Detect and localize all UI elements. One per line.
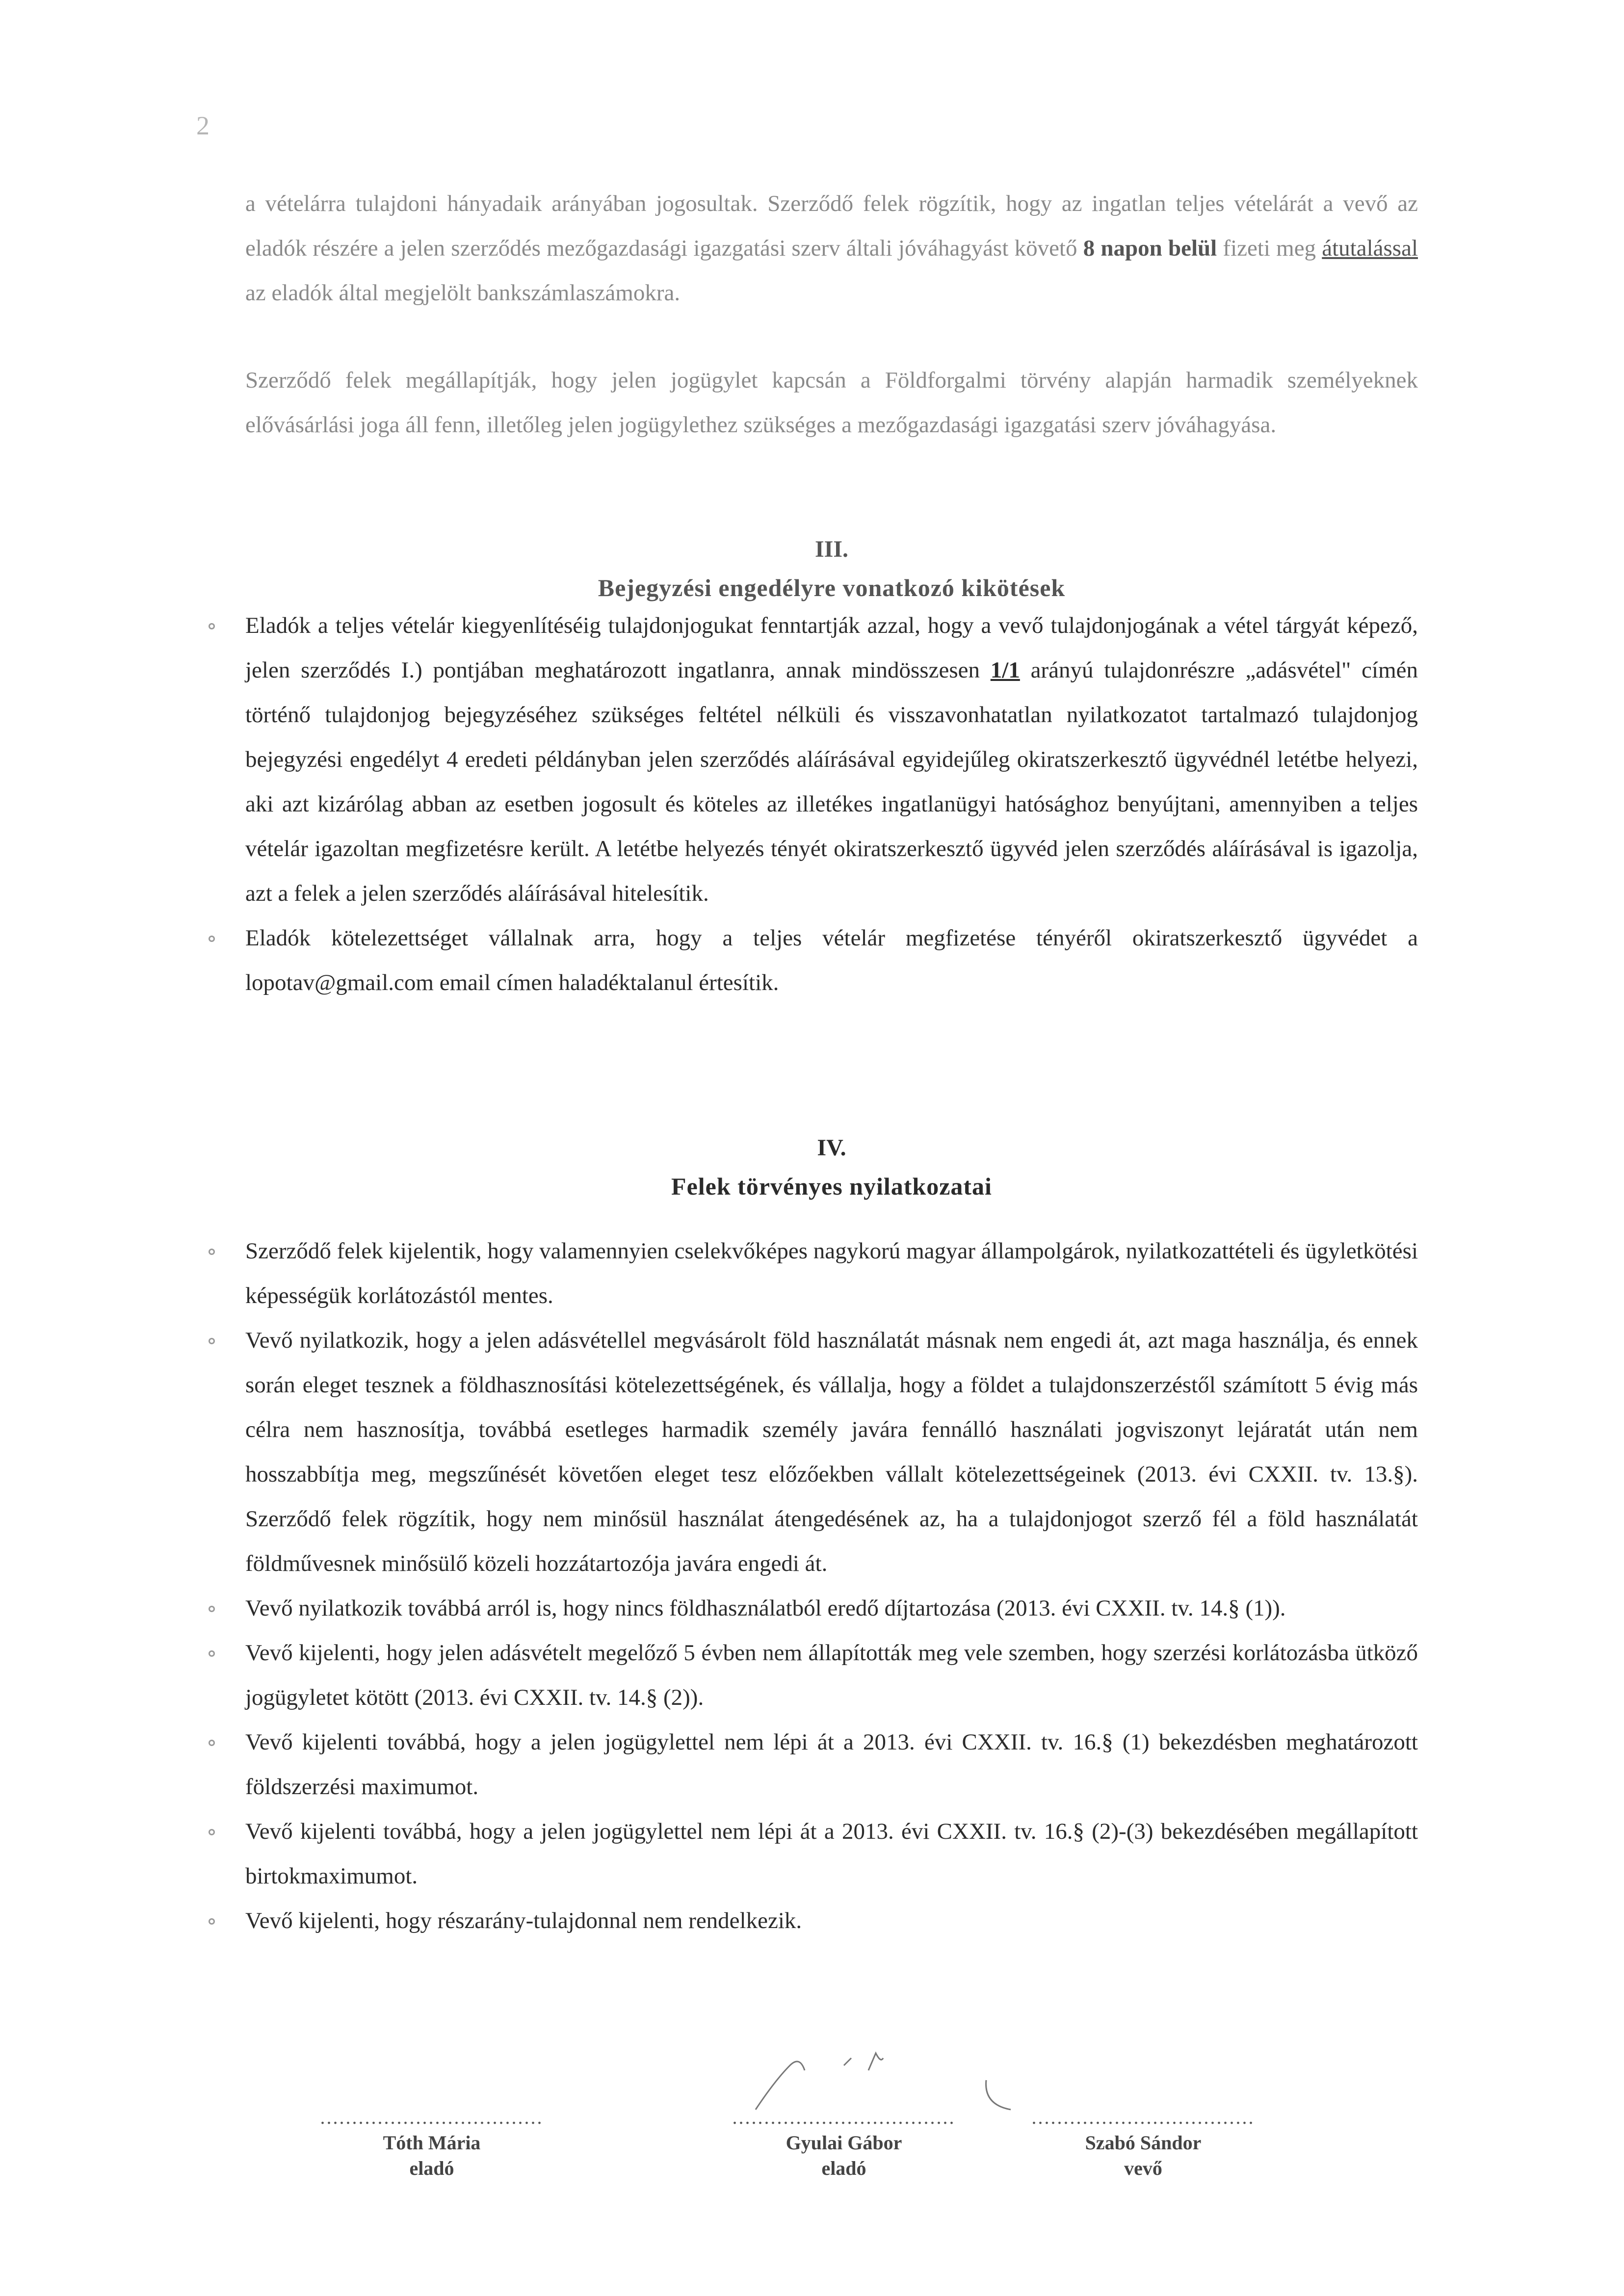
section-4-bullets bbox=[245, 1229, 1418, 1943]
signatory-name: Tóth Mária bbox=[383, 2132, 481, 2154]
section-4-number: IV. bbox=[817, 1135, 846, 1161]
list-item bbox=[245, 1631, 1418, 1720]
list-item-text bbox=[245, 603, 1418, 916]
payment-deadline: 8 napon belül bbox=[1083, 235, 1217, 261]
list-item bbox=[245, 1720, 1418, 1809]
bullet-icon bbox=[209, 1650, 215, 1657]
list-item bbox=[245, 1899, 1418, 1943]
list-item-text: Vevő kijelenti továbbá, hogy a jelen jogügylettel nem lépi át a 2013. évi CXXII. tv. 16.§ (1) bekezdésben meghatározott földszerzési maximumot. bbox=[245, 1729, 1418, 1800]
list-item bbox=[245, 603, 1418, 916]
payment-terms-part3: az eladók által megjelölt bankszámlaszámokra. bbox=[245, 280, 681, 306]
signature-line: ................................... bbox=[732, 2106, 956, 2128]
list-item-text-part2: arányú tulajdonrészre „adásvétel" címén történő tulajdonjog bejegyzéséhez szükséges feltétel nélküli és visszavonhatatlan nyilatkozatot tartalmazó tulajdonjog bejegyzési engedélyt 4 eredeti példányban jelen szerződés aláírásával egyidejűleg okiratszerkesztő ügyvédnél letétbe helyezi, aki azt kizárólag abban az esetben jogosult és köteles az illetékes ingatlanügyi hatósághoz benyújtani, amennyiben a teljes vételár igazoltan megfizetésre került. A letétbe helyezés tényét okiratszerkesztő ügyvéd jelen szerződés aláírásával is igazolja, azt a felek a jelen szerződés aláírásával hitelesítik. bbox=[245, 657, 1418, 906]
signature-line: ................................... bbox=[1031, 2106, 1255, 2128]
bullet-icon bbox=[209, 1338, 215, 1344]
section-4 bbox=[245, 1133, 1418, 1201]
section-3-title: Bejegyzési engedélyre vonatkozó kikötések bbox=[598, 574, 1066, 601]
section-3-number: III. bbox=[814, 536, 849, 562]
list-item bbox=[245, 1318, 1418, 1586]
list-item bbox=[245, 1809, 1418, 1899]
signatory-name: Szabó Sándor bbox=[1085, 2132, 1202, 2154]
list-item-text: Vevő kijelenti továbbá, hogy a jelen jogügylettel nem lépi át a 2013. évi CXXII. tv. 16.§ (2)-(3) bekezdésében megállapított birtokmaximumot. bbox=[245, 1819, 1418, 1889]
payment-method: átutalással bbox=[1322, 235, 1418, 261]
signatory-role: eladó bbox=[821, 2157, 866, 2179]
payment-terms-text bbox=[245, 182, 1418, 315]
section-3-bullets bbox=[245, 603, 1418, 1005]
payment-terms-paragraph bbox=[245, 182, 1418, 315]
list-item bbox=[245, 1586, 1418, 1631]
signatory-role: eladó bbox=[409, 2157, 454, 2179]
bullet-icon bbox=[209, 1249, 215, 1255]
signature-mark-icon bbox=[981, 2075, 1021, 2119]
preemption-paragraph bbox=[245, 358, 1418, 447]
list-item-text: Vevő kijelenti, hogy részarány-tulajdonnal nem rendelkezik. bbox=[245, 1908, 802, 1933]
payment-terms-part2: fizeti meg bbox=[1217, 235, 1322, 261]
bullet-icon bbox=[209, 936, 215, 942]
section-3 bbox=[245, 535, 1418, 602]
signatory-role: vevő bbox=[1124, 2157, 1162, 2179]
list-item-text: Vevő kijelenti, hogy jelen adásvételt megelőző 5 évben nem állapították meg vele szemben, hogy szerzési korlátozásba ütköző jogügyletet kötött (2013. évi CXXII. tv. 14.§ (2)). bbox=[245, 1640, 1418, 1710]
signatory-name: Gyulai Gábor bbox=[786, 2132, 902, 2154]
list-item-text: Szerződő felek kijelentik, hogy valamennyien cselekvőképes nagykorú magyar állampolgárok, nyilatkozattételi és ügyletkötési képességük korlátozástól mentes. bbox=[245, 1238, 1418, 1308]
signature-line: ................................... bbox=[320, 2106, 544, 2128]
bullet-icon bbox=[209, 623, 215, 629]
list-item-text: Vevő nyilatkozik továbbá arról is, hogy nincs földhasználatból eredő díjtartozása (2013. évi CXXII. tv. 14.§ (1)). bbox=[245, 1595, 1286, 1621]
signature-block-buyer bbox=[1016, 2105, 1271, 2181]
bullet-icon bbox=[209, 1740, 215, 1746]
bullet-icon bbox=[209, 1918, 215, 1925]
page-number: 2 bbox=[196, 111, 210, 140]
bullet-icon bbox=[209, 1606, 215, 1612]
list-item bbox=[245, 916, 1418, 1005]
list-item-text: Vevő nyilatkozik, hogy a jelen adásvétellel megvásárolt föld használatát másnak nem engedi át, azt maga használja, és ennek során eleget tesznek a földhasznosítási kötelezettségének, és vállalja, hogy a földet a tulajdonszerzéstől számított 5 évig más célra nem hasznosítja, továbbá esetleges harmadik személy javára fennálló használati jogviszonyt lejáratát után nem hosszabbítja meg, megszűnését követően eleget tesz előzőekben vállalt kötelezettségeinek (2013. évi CXXII. tv. 13.§). Szerződő felek rögzítik, hogy nem minősül használat átengedésének az, ha a tulajdonjogot szerző fél a föld használatát földművesnek minősülő közeli hozzátartozója javára engedi át. bbox=[245, 1328, 1418, 1576]
ownership-fraction: 1/1 bbox=[990, 657, 1020, 683]
bullet-icon bbox=[209, 1829, 215, 1835]
preemption-text: Szerződő felek megállapítják, hogy jelen jogügylet kapcsán a Földforgalmi törvény alapján harmadik személyeknek elővásárlási joga áll fenn, illetőleg jelen jogügylethez szükséges a mezőgazdasági igazgatási szerv jóváhagyása. bbox=[245, 367, 1418, 438]
signature-block-seller-2 bbox=[716, 2105, 971, 2181]
list-item-text-part1: Eladók a teljes vételár kiegyenlítéséig tulajdonjogukat fenntartják azzal, hogy a vevő tulajdonjogának a vétel tárgyát képező, jelen szerződés I.) pontjában meghatározott ingatlanra, annak mindösszesen bbox=[245, 613, 1418, 683]
payment-terms-part1: a vételárra tulajdoni hányadaik arányában jogosultak. Szerződő felek rögzítik, hogy az ingatlan teljes vételárát a vevő az eladók részére a jelen szerződés mezőgazdasági igazgatási szerv általi jóváhagyást követő bbox=[245, 191, 1418, 261]
section-4-title: Felek törvényes nyilatkozatai bbox=[671, 1173, 992, 1200]
signature-block-seller-1 bbox=[304, 2105, 559, 2181]
list-item-text: Eladók kötelezettséget vállalnak arra, hogy a teljes vételár megfizetése tényéről okiratszerkesztő ügyvédet a lopotav@gmail.com email címen haladéktalanul értesítik. bbox=[245, 925, 1418, 995]
list-item bbox=[245, 1229, 1418, 1318]
